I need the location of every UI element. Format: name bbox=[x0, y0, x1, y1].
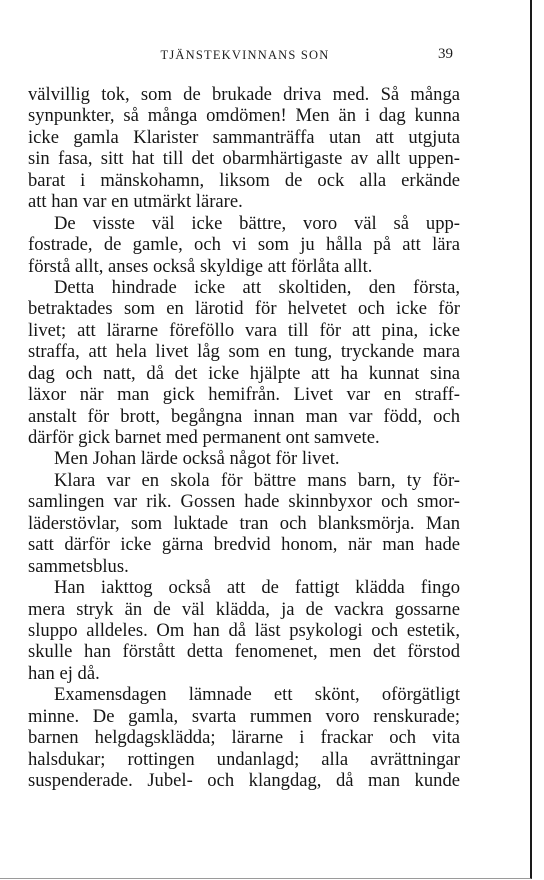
text-line: läxor när man gick hemifrån. Livet var en straff- bbox=[28, 384, 460, 406]
text-line: han ej då. bbox=[28, 662, 100, 684]
text-line: satt därför icke gärna bredvid honom, när man hade bbox=[28, 534, 460, 556]
text-line: straffa, att hela livet låg som en tung, tryckande mara bbox=[28, 341, 460, 363]
text-line: livet; att lärarne föreföllo vara till för att pina, icke bbox=[28, 319, 460, 341]
text-line: Klara var en skola för bättre mans barn, ty för- bbox=[54, 469, 460, 491]
text-line: synpunkter, så många omdömen! Men än i dag kunna bbox=[28, 105, 460, 127]
text-line: skulle han förstått detta fenomenet, men det förstod bbox=[28, 641, 460, 663]
text-line: sluppo alldeles. Om han då läst psykologi och estetik, bbox=[28, 619, 460, 641]
page-header bbox=[0, 46, 530, 68]
text-line: fostrade, de gamle, och vi som ju hålla på att lära bbox=[28, 234, 460, 256]
body-text bbox=[28, 84, 460, 791]
text-line: barnen helgdagsklädda; lärarne i frackar och vita bbox=[28, 727, 460, 749]
text-line: samlingen var rik. Gossen hade skinnbyxor och smor- bbox=[28, 491, 460, 513]
text-line: betraktades som en lärotid för helvetet och icke för bbox=[28, 298, 460, 320]
text-line: sammetsblus. bbox=[28, 555, 129, 577]
text-line: minne. De gamla, svarta rummen voro renskurade; bbox=[28, 705, 460, 727]
text-line: icke gamla Klarister sammanträffa utan att utgjuta bbox=[28, 126, 460, 148]
text-line: Men Johan lärde också något för livet. bbox=[54, 448, 340, 470]
text-line: suspenderade. Jubel- och klangdag, då man kunde bbox=[28, 770, 460, 791]
text-line: läderstövlar, som luktade tran och blanksmörja. Man bbox=[28, 512, 460, 534]
page-number: 39 bbox=[438, 46, 453, 62]
text-line: mera stryk än de väl klädda, ja de vackra gossarne bbox=[28, 598, 460, 620]
text-line: anstalt för brott, begångna innan man var född, och bbox=[28, 405, 460, 427]
text-line: sin fasa, sitt hat till det obarmhärtigaste av allt uppen- bbox=[28, 148, 460, 170]
text-line: Detta hindrade icke att skoltiden, den första, bbox=[54, 276, 460, 298]
text-line: Han iakttog också att de fattigt klädda fingo bbox=[54, 577, 460, 599]
text-line: halsdukar; rottingen undanlagd; alla avrättningar bbox=[28, 748, 460, 770]
text-line: barat i mänskohamn, liksom de ock alla erkände bbox=[28, 169, 460, 191]
text-line: förstå allt, anses också skyldige att förlåta allt. bbox=[28, 255, 373, 277]
text-line: därför gick barnet med permanent ont samvete. bbox=[28, 427, 380, 448]
page-edge bbox=[534, 0, 544, 880]
text-line: Examensdagen lämnade ett skönt, oförgätligt bbox=[54, 684, 460, 706]
text-line: välvillig tok, som de brukade driva med. Så många bbox=[28, 84, 460, 105]
text-line: att han var en utmärkt lärare. bbox=[28, 191, 243, 213]
text-line: dag och natt, då det icke hjälpte att ha kunnat sina bbox=[28, 362, 460, 384]
text-line: De visste väl icke bättre, voro väl så upp- bbox=[54, 212, 460, 234]
running-title: TJÄNSTEKVINNANS SON bbox=[160, 48, 330, 62]
